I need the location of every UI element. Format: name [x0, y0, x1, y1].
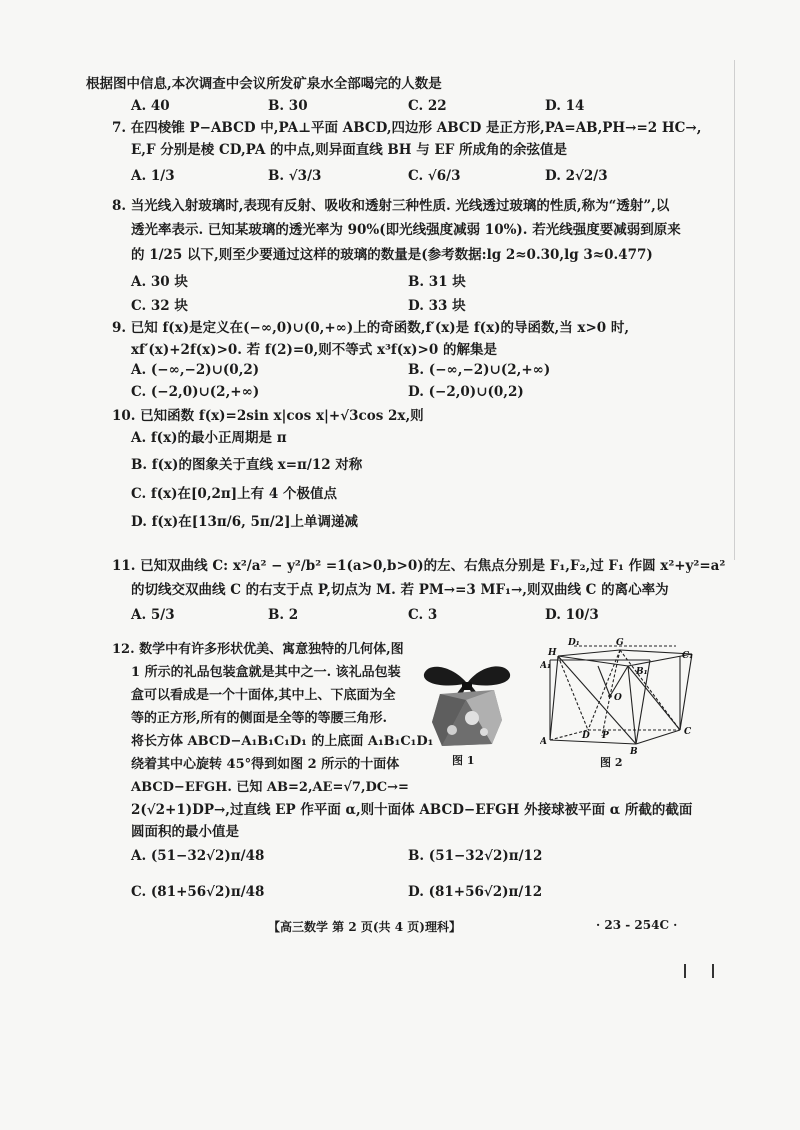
q7-option-c: C. √6/3: [408, 168, 461, 184]
figure2-caption: 图 2: [600, 756, 623, 769]
q12-line7: ABCD−EFGH. 已知 AB=2,AE=√7,DC→=: [131, 780, 409, 795]
q12-option-c: C. (81+56√2)π/48: [131, 884, 265, 900]
q10-option-d: D. f(x)在[13π/6, 5π/2]上单调递减: [131, 514, 359, 530]
label-p: P: [602, 731, 609, 741]
q8-line1: 8. 当光线入射玻璃时,表现有反射、吸收和透射三种性质. 光线透过玻璃的性质,称为“透射”,以: [112, 198, 670, 214]
q12-line4: 等的正方形,所有的侧面是全等的等腰三角形.: [131, 711, 388, 726]
q9-option-a: A. (−∞,−2)∪(0,2): [131, 362, 260, 378]
page-footer-title: 【高三数学 第 2 页(共 4 页)理科】: [268, 920, 461, 934]
q6-option-b: B. 30: [268, 98, 308, 114]
q8-option-c: C. 32 块: [131, 298, 188, 314]
label-c1: C₁: [682, 651, 694, 661]
q9-option-c: C. (−2,0)∪(2,+∞): [131, 384, 260, 400]
scan-edge: [734, 60, 735, 560]
gift-box-figure: [416, 660, 516, 755]
q6-option-c: C. 22: [408, 98, 447, 114]
q11-line1: 11. 已知双曲线 C: x²/a² − y²/b² =1(a>0,b>0)的左、右焦点分别是 F₁,F₂,过 F₁ 作圆 x²+y²=a²: [112, 558, 726, 574]
q9-line1: 9. 已知 f(x)是定义在(−∞,0)∪(0,+∞)上的奇函数,f′(x)是 f(x)的导函数,当 x>0 时,: [112, 320, 630, 336]
q9-line2: xf′(x)+2f(x)>0. 若 f(2)=0,则不等式 x³f(x)>0 的解集是: [131, 342, 497, 358]
q6-option-d: D. 14: [545, 98, 585, 114]
q12-line1: 12. 数学中有许多形状优美、寓意独特的几何体,图: [112, 642, 404, 657]
q7-line1: 7. 在四棱锥 P−ABCD 中,PA⊥平面 ABCD,四边形 ABCD 是正方形,PA=AB,PH→=2 HC→,: [112, 120, 702, 136]
bow-left-loop: [424, 667, 466, 686]
q9-option-b: B. (−∞,−2)∪(2,+∞): [408, 362, 551, 378]
q11-option-a: A. 5/3: [131, 607, 175, 623]
label-c: C: [684, 727, 692, 737]
q8-option-a: A. 30 块: [131, 274, 188, 290]
q7-line2: E,F 分别是棱 CD,PA 的中点,则异面直线 BH 与 EF 所成角的余弦值是: [131, 142, 568, 158]
label-a: A: [540, 737, 547, 747]
q12-line5: 将长方体 ABCD−A₁B₁C₁D₁ 的上底面 A₁B₁C₁D₁: [131, 734, 434, 749]
q12-line6: 绕着其中心旋转 45°得到如图 2 所示的十面体: [131, 757, 400, 772]
figure1-caption: 图 1: [452, 754, 475, 767]
q11-option-d: D. 10/3: [545, 607, 599, 623]
label-a1: A₁: [540, 661, 551, 671]
q12-option-d: D. (81+56√2)π/12: [408, 884, 543, 900]
q7-option-a: A. 1/3: [131, 168, 175, 184]
label-o: O: [614, 693, 622, 703]
label-d1: D₁: [568, 638, 580, 648]
label-g: G: [616, 638, 624, 648]
q6-stem: 根据图中信息,本次调查中会议所发矿泉水全部喝完的人数是: [86, 76, 442, 92]
q12-line9: 圆面积的最小值是: [131, 824, 239, 840]
bow-knot: [462, 682, 472, 690]
q10-line1: 10. 已知函数 f(x)=2sin x|cos x|+√3cos 2x,则: [112, 408, 424, 424]
q11-option-c: C. 3: [408, 607, 438, 623]
q6-option-a: A. 40: [131, 98, 170, 114]
label-h: H: [548, 648, 557, 658]
center-point-o: [608, 694, 612, 698]
q7-option-b: B. √3/3: [268, 168, 322, 184]
bow-right-loop: [468, 666, 510, 685]
q11-option-b: B. 2: [268, 607, 299, 623]
scan-mark: [684, 964, 686, 978]
q12-line8: 2(√2+1)DP→,过直线 EP 作平面 α,则十面体 ABCD−EFGH 外接球被平面 α 所截的截面: [131, 802, 693, 818]
q12-line3: 盒可以看成是一个十面体,其中上、下底面为全: [131, 688, 396, 703]
q11-line2: 的切线交双曲线 C 的右支于点 P,切点为 M. 若 PM→=3 MF₁→,则双曲线 C 的离心率为: [131, 582, 669, 598]
q10-option-a: A. f(x)的最小正周期是 π: [131, 430, 287, 446]
scan-mark: [712, 964, 714, 978]
q9-option-d: D. (−2,0)∪(0,2): [408, 384, 524, 400]
q12-line2: 1 所示的礼品包装盒就是其中之一. 该礼品包装: [131, 665, 401, 680]
page-footer-code: · 23 - 254C ·: [596, 918, 678, 932]
q8-option-b: B. 31 块: [408, 274, 466, 290]
decahedron-figure: [540, 636, 700, 756]
q12-option-a: A. (51−32√2)π/48: [131, 848, 265, 864]
q8-option-d: D. 33 块: [408, 298, 466, 314]
q7-option-d: D. 2√2/3: [545, 168, 608, 184]
q10-option-c: C. f(x)在[0,2π]上有 4 个极值点: [131, 486, 337, 502]
q8-line2: 透光率表示. 已知某玻璃的透光率为 90%(即光线强度减弱 10%). 若光线强度要减弱到原来: [131, 222, 681, 238]
q8-line3: 的 1/25 以下,则至少要通过这样的玻璃的数量是(参考数据:lg 2≈0.30,lg 3≈0.477): [131, 247, 653, 263]
q12-option-b: B. (51−32√2)π/12: [408, 848, 543, 864]
label-d: D: [582, 731, 590, 741]
label-b: B: [630, 747, 638, 756]
q10-option-b: B. f(x)的图象关于直线 x=π/12 对称: [131, 457, 363, 473]
label-b1: B₁: [636, 667, 648, 677]
